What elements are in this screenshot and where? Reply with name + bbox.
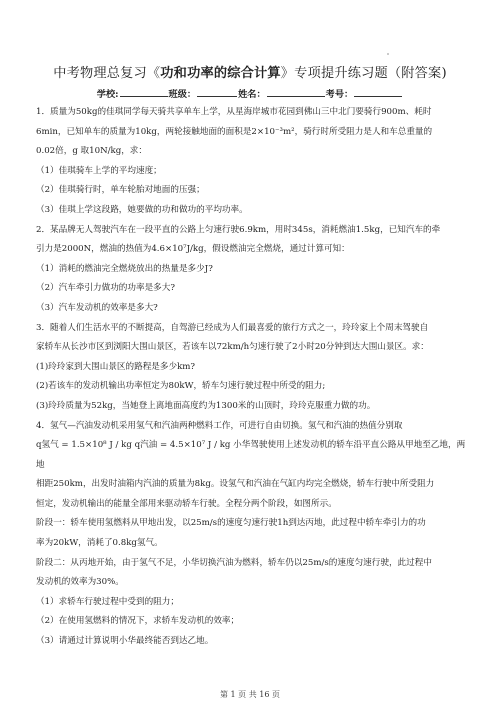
text-line: 发动机的效率为30%。 [36, 577, 124, 588]
text-line: （2）佳琪骑行时，单车轮胎对地面的压强； [36, 185, 205, 196]
text-line: （1）求轿车行驶过程中受到的阻力； [36, 596, 179, 607]
text-line: 率为20kW，消耗了0.8kg氢气。 [36, 538, 163, 549]
text-line: （3）佳琪上学这段路，她要做的功和做功的平均功率。 [36, 204, 248, 215]
text-line: 家轿车从长沙市区到浏阳大围山景区，若该车以72km/h匀速行驶了2小时20分钟到达大围山景区。求： [36, 342, 429, 353]
title-suffix: 》专项提升练习题（附答案) [280, 66, 447, 81]
text-line: q氢气 = 1.5×10⁸ J / kg q汽油 = 4.5×10⁷ J / kg 小华驾驶使用上述发动机的轿车沿平直公路从甲地至乙地，两地 [36, 440, 466, 470]
page-speck [387, 53, 389, 55]
text-line: 4．氢气—汽油发动机采用氢气和汽油两种燃料工作，可进行自由切换。氢气和汽油的热值分别取 [36, 420, 403, 431]
title-bold: 功和功率的综合计算 [160, 66, 281, 81]
page-footer: 第 1 页 共 16 页 [220, 690, 280, 699]
text-line: 0.02倍，g 取10N/kg，求： [36, 146, 147, 157]
class-blank[interactable] [197, 88, 237, 97]
text-line: 6min，已知单车的质量为10kg，两轮接触地面的面积是2×10⁻³m²，骑行时所受阻力是人和车总重量的 [36, 126, 433, 137]
text-line: (2)若该车的发动机输出功率恒定为80kW，轿车匀速行驶过程中所受的阻力; [36, 381, 326, 392]
text-line: （2）在使用氢燃料的情况下，求轿车发动机的效率； [36, 616, 240, 627]
text-line: 相距250km，出发时油箱内汽油的质量为8kg。设氢气和汽油在气缸内均完全燃烧，轿车行驶中所受阻力 [36, 479, 435, 490]
page-title [0, 62, 500, 81]
exam-blank[interactable] [354, 88, 402, 97]
text-line: 恒定，发动机输出的能量全部用来驱动轿车行驶。全程分两个阶段，如图所示。 [36, 498, 337, 509]
text-line: 引力是2000N，燃油的热值为4.6×10⁷J/kg，假设燃油完全燃烧，通过计算可知： [36, 244, 350, 255]
text-line: （1）佳琪骑车上学的平均速度； [36, 165, 162, 176]
class-label: 班级： [168, 89, 197, 100]
text-line: 3．随着人们生活水平的不断提高，自驾游已经成为人们最喜爱的旅行方式之一，玲玲家上个周末驾驶自 [36, 322, 429, 333]
text-line: （3）汽车发动机的效率是多大? [36, 302, 158, 313]
name-label: 姓名： [238, 89, 266, 100]
exam-label: 考号： [325, 89, 354, 100]
student-info-line [0, 86, 500, 100]
text-line: （3）请通过计算说明小华最终能否到达乙地。 [36, 636, 214, 647]
text-line: (3)玲玲质量为52kg，当她登上离地面高度约为1300米的山顶时，玲玲克服重力做的功。 [36, 400, 376, 411]
text-line: 阶段二：从丙地开始，由于氢气不足，小华切换汽油为燃料，轿车仍以25m/s的速度匀速行驶，此过程中 [36, 557, 432, 568]
text-line: （1）消耗的燃油完全燃烧放出的热量是多少J? [36, 263, 213, 274]
text-line: （2）汽车牵引力做功的功率是多大? [36, 283, 175, 294]
text-line: 1．质量为50kg的佳琪同学每天骑共享单车上学，从星海岸城市花园到佛山三中北门要骑行900m、耗时 [36, 107, 432, 117]
school-blank[interactable] [120, 88, 168, 97]
name-blank[interactable] [267, 88, 325, 97]
text-line: (1)玲玲家到大围山景区的路程是多少km? [36, 361, 196, 372]
title-prefix: 中考物理总复习《 [53, 66, 161, 81]
text-line: 2．某品牌无人驾驶汽车在一段平直的公路上匀速行驶6.9km，用时345s，消耗燃油1.5kg，已知汽车的牵 [36, 224, 441, 235]
problem-body [36, 103, 466, 652]
text-line: 阶段一：轿车使用氢燃料从甲地出发，以25m/s的速度匀速行驶1h到达丙地，此过程中轿车牵引力的功 [36, 518, 426, 529]
school-label: 学校: [96, 89, 119, 100]
